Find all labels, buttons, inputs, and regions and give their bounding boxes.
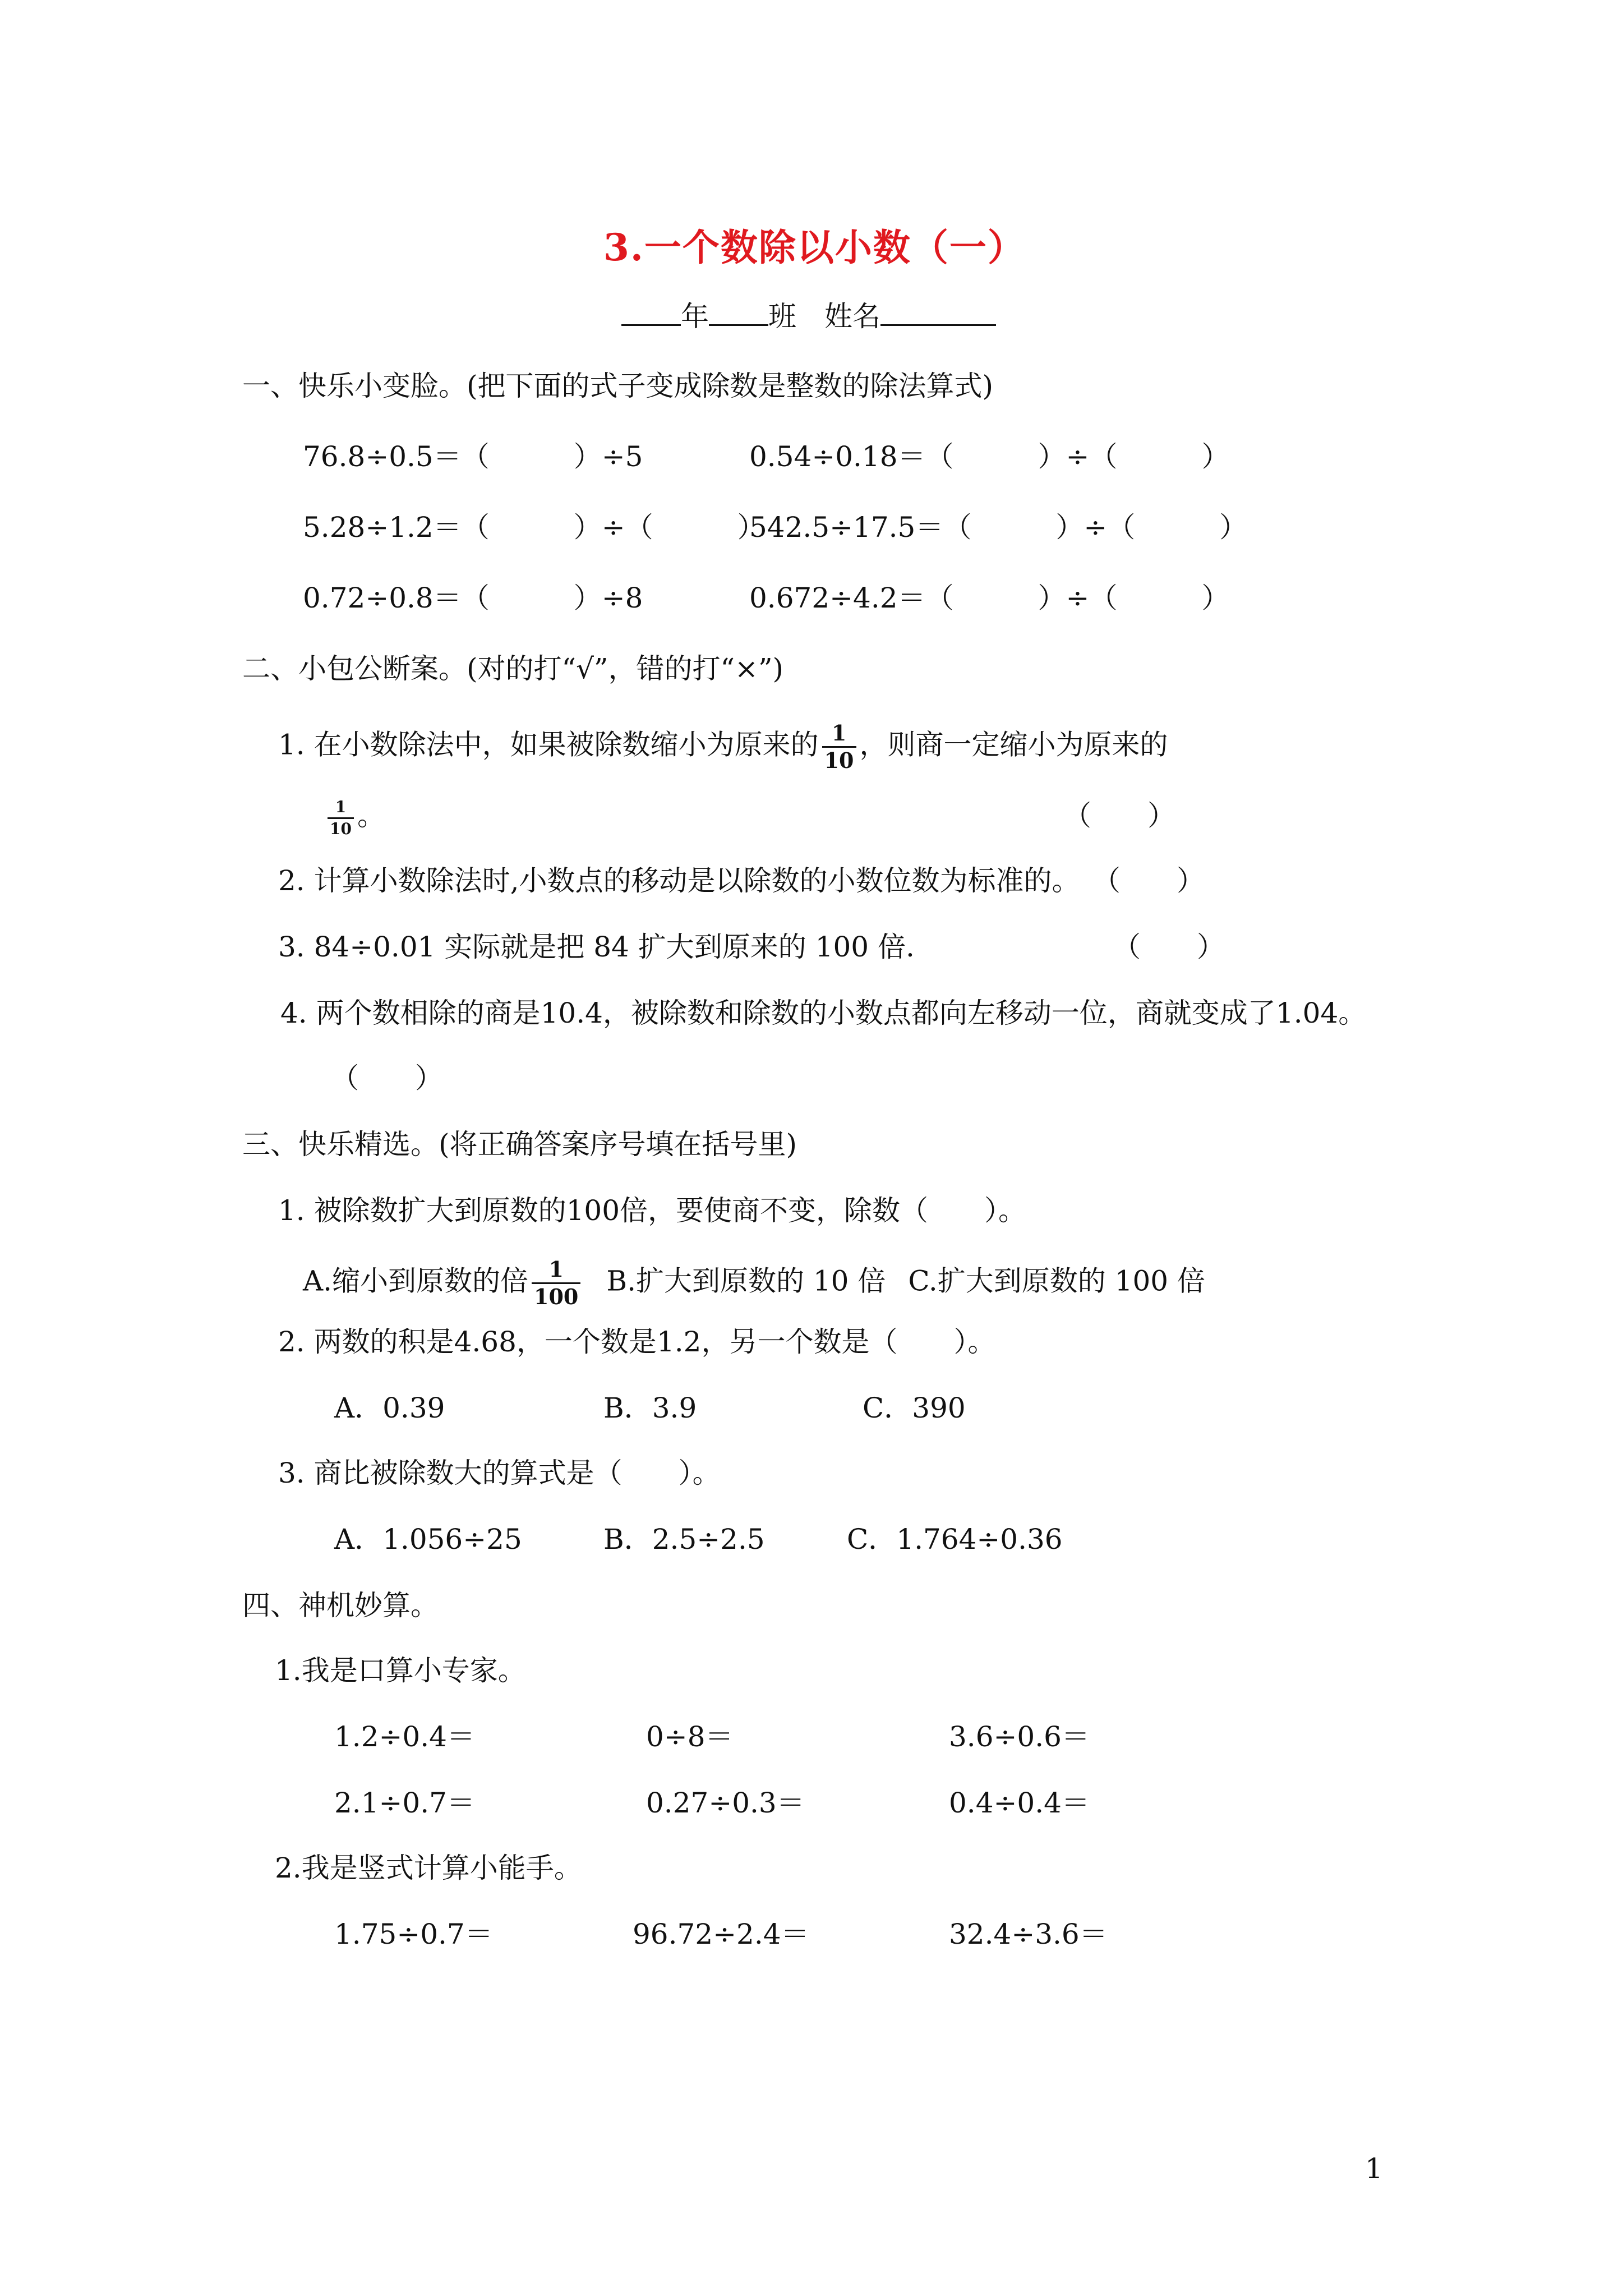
class-label: 班 bbox=[768, 300, 796, 333]
list-item: 5.28÷1.2＝（ ）÷（ ） bbox=[303, 511, 766, 544]
vertical-item: 32.4÷3.6＝ bbox=[949, 1918, 1108, 1950]
option-b[interactable]: B．3.9 bbox=[603, 1392, 697, 1424]
answer-paren[interactable]: （ ） bbox=[1113, 931, 1225, 963]
question-2-1-cont: $\frac{1}{10}$ 。 bbox=[324, 799, 385, 837]
section1-heading: 一、快乐小变脸。(把下面的式子变成除数是整数的除法算式) bbox=[242, 370, 994, 402]
section4-heading: 四、神机妙算。 bbox=[242, 1589, 439, 1622]
section3-heading: 三、快乐精选。(将正确答案序号填在括号里) bbox=[242, 1128, 797, 1161]
subsection-vertical: 2.我是竖式计算小能手。 bbox=[275, 1852, 582, 1884]
option-a[interactable]: A．0.39 bbox=[334, 1392, 445, 1424]
option-c[interactable]: C．390 bbox=[863, 1392, 966, 1424]
class-blank[interactable] bbox=[709, 300, 768, 326]
page-number: 1 bbox=[1365, 2152, 1383, 2185]
list-item: 0.54÷0.18＝（ ）÷（ ） bbox=[749, 440, 1230, 473]
answer-paren[interactable]: （ ） bbox=[331, 1062, 443, 1094]
option-c[interactable]: C.扩大到原数的 100 倍 bbox=[908, 1264, 1205, 1297]
question-3-3: 3. 商比被除数大的算式是（ ）。 bbox=[278, 1457, 721, 1489]
question-2-3: 3. 84÷0.01 实际就是把 84 扩大到原来的 100 倍. bbox=[278, 931, 915, 963]
oral-item: 1.2÷0.4＝ bbox=[334, 1720, 475, 1753]
name-label: 姓名 bbox=[824, 300, 880, 333]
answer-paren[interactable]: （ ） bbox=[1092, 864, 1205, 897]
student-info-line bbox=[621, 300, 996, 333]
question-3-1: 1. 被除数扩大到原数的100倍，要使商不变，除数（ ）。 bbox=[278, 1194, 1027, 1227]
subsection-oral: 1.我是口算小专家。 bbox=[275, 1654, 526, 1687]
year-label: 年 bbox=[681, 300, 709, 333]
oral-item: 0.27÷0.3＝ bbox=[646, 1787, 805, 1819]
oral-item: 3.6÷0.6＝ bbox=[949, 1720, 1090, 1753]
name-blank[interactable] bbox=[880, 300, 996, 326]
answer-paren[interactable]: （ ） bbox=[1063, 799, 1175, 832]
question-3-2: 2. 两数的积是4.68，一个数是1.2，另一个数是（ ）。 bbox=[278, 1326, 996, 1358]
list-item: 0.672÷4.2＝（ ）÷（ ） bbox=[749, 582, 1230, 614]
page-title: 3.一个数除以小数（一） bbox=[603, 226, 1026, 269]
question-2-1: 1. 在小数除法中，如果被除数缩小为原来的 $\frac{1}{10}$ ，则商一定缩小为原来的 bbox=[278, 720, 1168, 773]
list-item: 0.72÷0.8＝（ ）÷8 bbox=[303, 582, 643, 614]
fraction: $\frac{1}{100}$ bbox=[532, 1259, 580, 1308]
option-b[interactable]: B.扩大到原数的 10 倍 bbox=[606, 1264, 886, 1297]
question-3-1-options bbox=[303, 1259, 1205, 1308]
question-2-4: 4. 两个数相除的商是10.4，被除数和除数的小数点都向左移动一位，商就变成了1.04。 bbox=[280, 997, 1367, 1029]
vertical-item: 96.72÷2.4＝ bbox=[633, 1918, 809, 1950]
fraction: $\frac{1}{10}$ bbox=[328, 799, 354, 837]
option-a[interactable]: A．1.056÷25 bbox=[334, 1523, 522, 1556]
fraction: $\frac{1}{10}$ bbox=[822, 723, 856, 771]
question-2-2: 2. 计算小数除法时,小数点的移动是以除数的小数位数为标准的。 bbox=[278, 864, 1080, 897]
list-item: 76.8÷0.5＝（ ）÷5 bbox=[303, 440, 643, 473]
oral-item: 0.4÷0.4＝ bbox=[949, 1787, 1090, 1819]
option-a[interactable]: A.缩小到原数的倍 bbox=[303, 1264, 529, 1297]
list-item: 542.5÷17.5＝（ ）÷（ ） bbox=[749, 511, 1248, 544]
oral-item: 2.1÷0.7＝ bbox=[334, 1787, 475, 1819]
year-blank[interactable] bbox=[621, 300, 681, 326]
section2-heading: 二、小包公断案。(对的打“√”，错的打“×”) bbox=[242, 652, 784, 685]
option-b[interactable]: B．2.5÷2.5 bbox=[603, 1523, 765, 1556]
oral-item: 0÷8＝ bbox=[646, 1720, 734, 1753]
vertical-item: 1.75÷0.7＝ bbox=[334, 1918, 493, 1950]
option-c[interactable]: C．1.764÷0.36 bbox=[847, 1523, 1063, 1556]
